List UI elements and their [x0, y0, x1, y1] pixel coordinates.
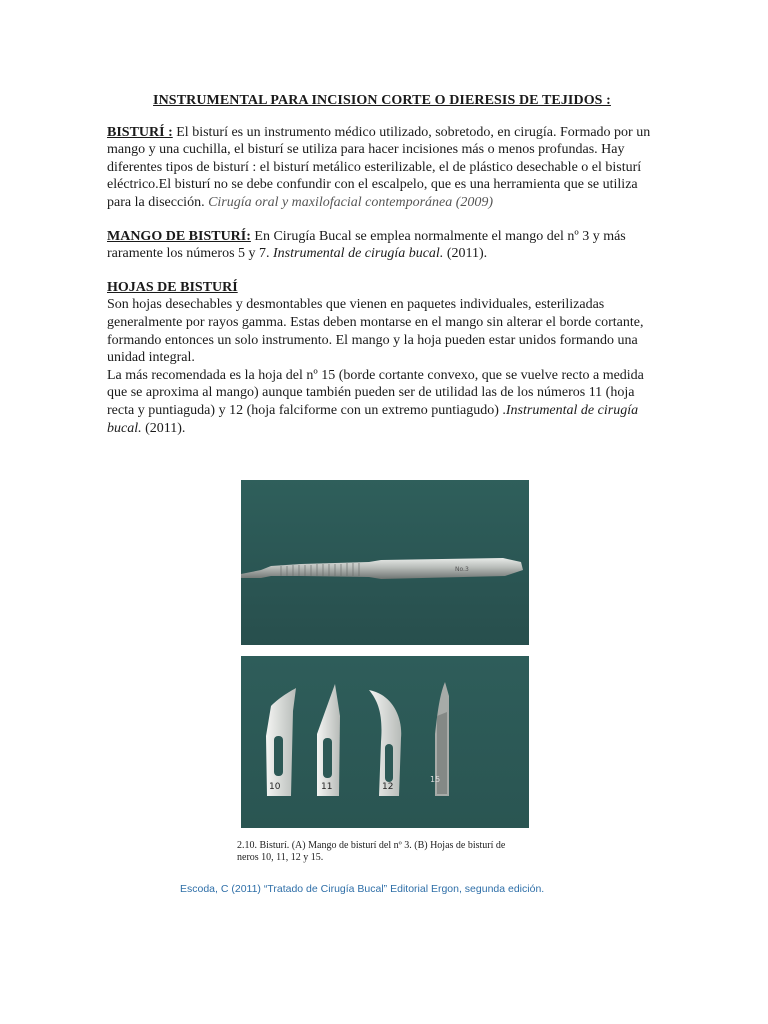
hojas-heading-line — [107, 279, 657, 297]
blade-11 — [317, 684, 340, 796]
hojas-citation: Instrumental de cirugía bucal. — [107, 402, 639, 436]
page-title: INSTRUMENTAL PARA INCISION CORTE O DIERESIS DE TEJIDOS : — [153, 93, 611, 108]
blades-photo — [241, 656, 529, 828]
blade-12 — [369, 690, 401, 796]
hojas-year: (2011). — [141, 420, 186, 436]
blade-11-number: 11 — [321, 782, 333, 792]
figure-caption — [237, 840, 531, 864]
hojas-paragraph-2 — [107, 367, 657, 437]
bisturi-heading: BISTURÍ : — [107, 124, 173, 140]
hojas-text-2: La más recomendada es la hoja del nº 15 (borde cortante convexo, que se vuelve recto a medida que se aproxima al mango) aunque también pueden ser de utilidad las de los números 11 (hoja recta y puntiaguda) y 12 (hoja falciforme con un extremo puntiagudo) . — [107, 367, 644, 418]
bisturi-paragraph — [107, 124, 657, 212]
handle-photo — [241, 480, 529, 645]
blade-15-number: 15 — [430, 775, 441, 784]
mango-year: (2011). — [443, 246, 488, 262]
blade-10-number: 10 — [269, 782, 281, 792]
mango-paragraph — [107, 228, 657, 263]
scalpel-figure — [237, 478, 531, 876]
handle-engraving: No.3 — [455, 566, 469, 573]
document-body — [107, 92, 657, 437]
bisturi-text: El bisturí es un instrumento médico utilizado, sobretodo, en cirugía. Formado por un mango y una cuchilla, el bisturí se utiliza para hacer incisiones más o menos profundas. Hay diferentes tipos de bisturí : el bisturí metálico esterilizable, el de plástico desechable o el bisturí eléctrico.El bisturí no se debe confundir con el escalpelo, que es una herramienta que se utiliza para la disección. — [107, 124, 651, 210]
caption-line-2: neros 10, 11, 12 y 15. — [237, 852, 324, 863]
mango-text: En Cirugía Bucal se emplea normalmente el mango del nº 3 y más raramente los números 5 y 7. — [107, 228, 626, 262]
hojas-paragraph-1: Son hojas desechables y desmontables que vienen en paquetes individuales, esterilizadas generalmente por rayos gamma. Estas deben montarse en el mango sin alterar el borde cortante, formando entonces un solo instrumento. El mango y la hoja pueden estar unidos formando una unidad integral. — [107, 297, 644, 366]
bisturi-citation: Cirugía oral y maxilofacial contemporánea (2009) — [208, 194, 494, 210]
scalpel-handle-illustration — [241, 480, 529, 645]
mango-citation: Instrumental de cirugía bucal. — [273, 246, 444, 262]
hojas-heading: HOJAS DE BISTURÍ — [107, 279, 238, 295]
mango-heading: MANGO DE BISTURÍ: — [107, 228, 251, 244]
caption-line-1: 2.10. Bisturí. (A) Mango de bisturí del nº 3. (B) Hojas de bisturí de — [237, 840, 506, 851]
scalpel-blades-illustration — [241, 656, 529, 828]
reference-citation: Escoda, C (2011) “Tratado de Cirugía Bucal” Editorial Ergon, segunda edición. — [180, 883, 545, 895]
blade-12-number: 12 — [382, 782, 394, 792]
blade-10 — [266, 688, 296, 796]
blade-15 — [430, 682, 449, 796]
